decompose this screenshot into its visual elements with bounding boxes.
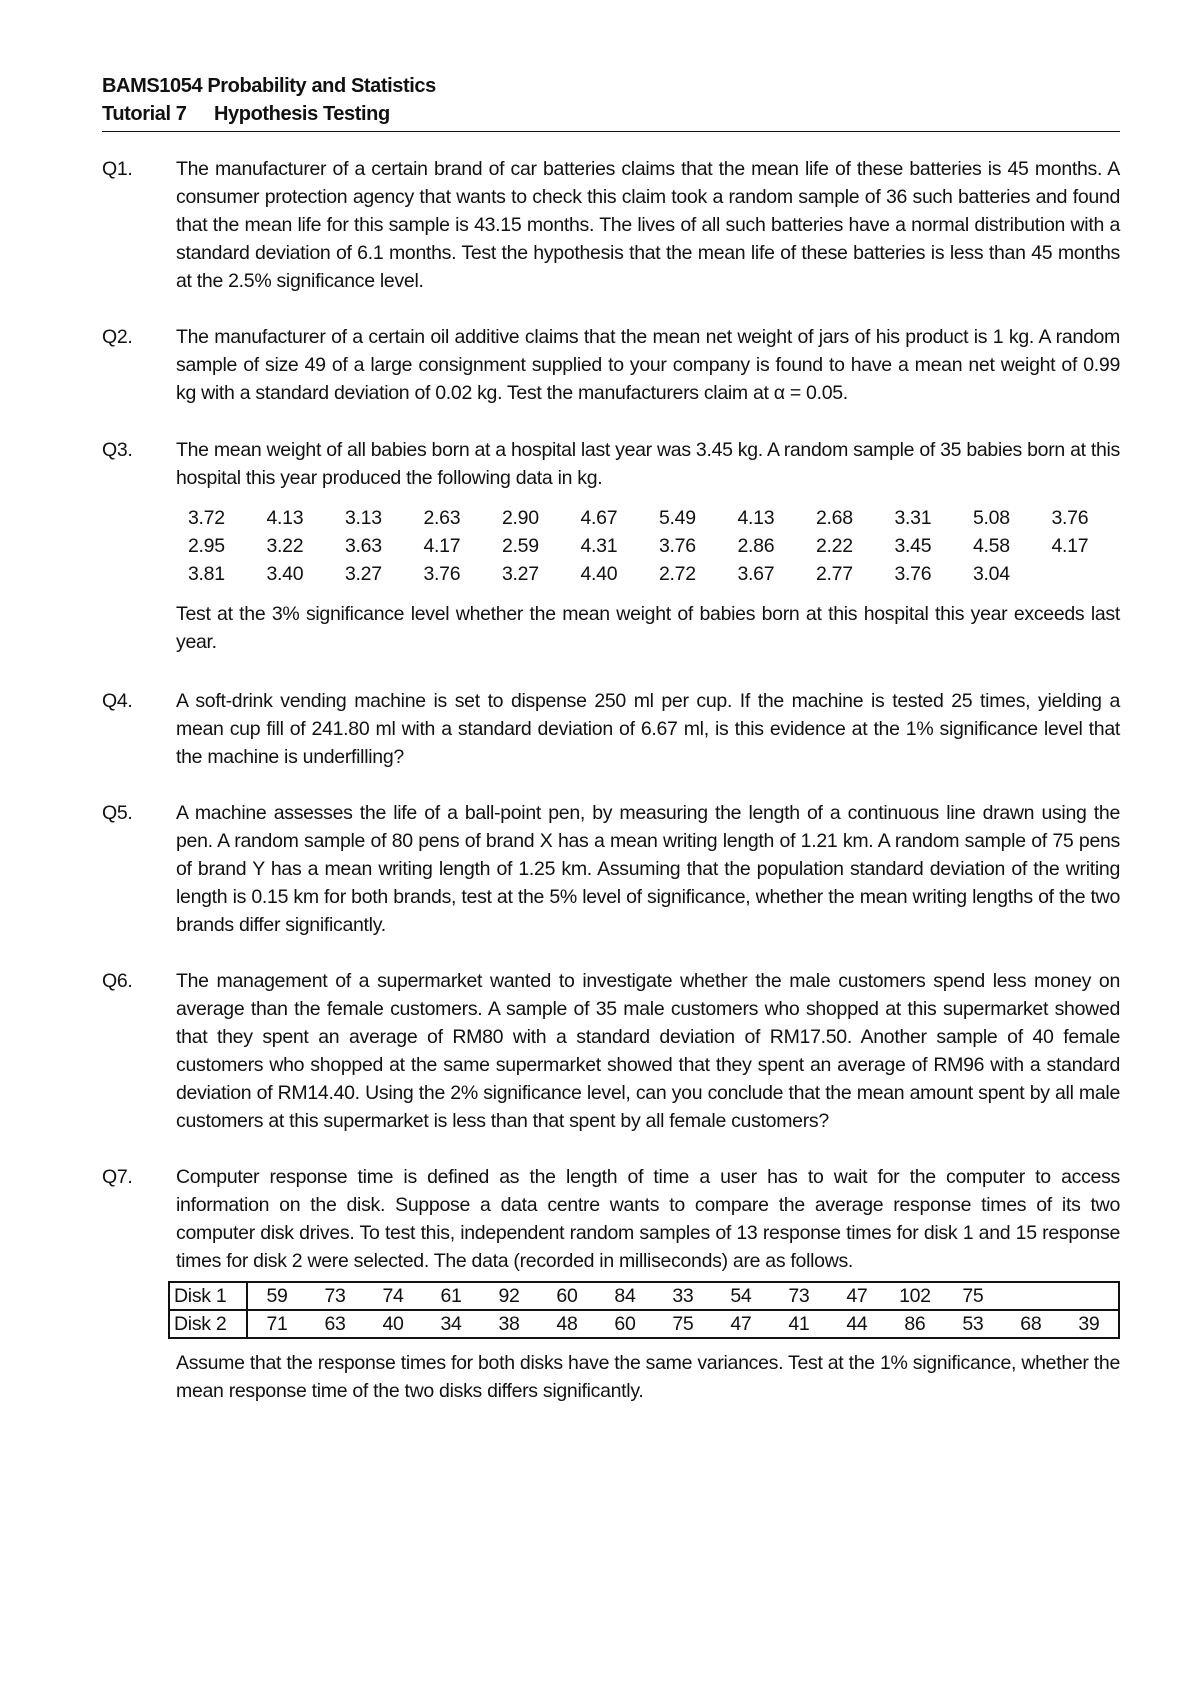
question-text: A soft-drink vending machine is set to dispense 250 ml per cup. If the machine is tested 25 times, yielding a mean cup fill of 241.80 ml with a standard deviation of 6.67 ml, is this evidence at the 1% significance level that the machine is underfilling?	[176, 690, 1120, 768]
data-value: 4.17	[1051, 535, 1089, 557]
table-cell: 60	[556, 1285, 578, 1307]
data-value: 3.31	[894, 507, 932, 529]
data-value: 3.27	[502, 563, 539, 585]
table-cell: 44	[828, 1310, 886, 1338]
data-value: 3.63	[345, 535, 382, 557]
table-cell: 68	[1002, 1310, 1060, 1338]
data-value: 4.31	[580, 535, 618, 557]
data-value: 2.59	[502, 535, 539, 557]
table-cell: 63	[306, 1310, 364, 1338]
data-value: 3.22	[266, 535, 304, 557]
data-value: 4.58	[973, 535, 1010, 557]
table-cell	[1060, 1282, 1119, 1310]
question-text: The manufacturer of a certain brand of car batteries claims that the mean life of these batteries is 45 months. A consumer protection agency that wants to check this claim took a random sample of 36 such batteries and found that the mean life for this sample is 43.15 months. The lives of all such batteries have a normal distribution with a standard deviation of 6.1 months. Test the hypothesis that the mean life of these batteries is less than 45 months at the 2.5% significance level.	[176, 158, 1120, 292]
data-value: 2.86	[737, 535, 775, 557]
data-value: 4.13	[737, 507, 775, 529]
table-cell: 86	[886, 1310, 944, 1338]
table-cell: 61	[440, 1285, 462, 1307]
table-cell: 60	[596, 1310, 654, 1338]
question-text: The mean weight of all babies born at a hospital last year was 3.45 kg. A random sample of 35 babies born at this hospital this year produced the following data in kg.	[176, 439, 1120, 489]
question-number: Q2.	[102, 326, 133, 348]
table-cell: 59	[266, 1285, 288, 1307]
row-label: Disk 1	[169, 1282, 247, 1310]
data-value: 4.13	[266, 507, 304, 529]
data-value: 5.49	[659, 507, 696, 529]
table-cell	[1002, 1282, 1060, 1310]
data-value: 3.76	[894, 563, 932, 585]
table-cell: 74	[382, 1285, 404, 1307]
question-number: Q7.	[102, 1166, 133, 1188]
data-value: 3.13	[345, 507, 382, 529]
question-text: The management of a supermarket wanted to investigate whether the male customers spend less money on average than the female customers. A sample of 35 male customers who shopped at this supermarket showed that they spent an average of RM80 with a standard deviation of RM17.50. Another sample of 40 female customers who shopped at the same supermarket showed that they spent an average of RM96 with a standard deviation of RM14.40. Using the 2% significance level, can you conclude that the mean amount spent by all male customers at this supermarket is less than that spent by all female customers?	[176, 970, 1120, 1132]
table-cell: 75	[962, 1285, 984, 1307]
tutorial-title: Hypothesis Testing	[214, 103, 390, 125]
question-number: Q5.	[102, 802, 133, 824]
question-number: Q6.	[102, 970, 133, 992]
table-cell: 73	[788, 1285, 810, 1307]
table-row	[169, 1310, 1119, 1338]
data-value: 3.76	[423, 563, 461, 585]
data-value: 3.27	[345, 563, 382, 585]
question-text-after: Test at the 3% significance level whether the mean weight of babies born at this hospital this year exceeds last year.	[176, 603, 1120, 653]
tutorial-number: Tutorial 7	[102, 103, 187, 125]
course-title: BAMS1054 Probability and Statistics	[102, 75, 436, 97]
data-value: 4.17	[423, 535, 461, 557]
question-text: A machine assesses the life of a ball-point pen, by measuring the length of a continuous line drawn using the pen. A random sample of 80 pens of brand X has a mean writing length of 1.21 km. A random sample of 75 pens of brand Y has a mean writing length of 1.25 km. Assuming that the population standard deviation of the writing length is 0.15 km for both brands, test at the 5% level of significance, whether the mean writing lengths of the two brands differ significantly.	[176, 802, 1120, 936]
table-cell: 73	[324, 1285, 346, 1307]
question-number: Q4.	[102, 690, 133, 712]
data-value: 2.68	[816, 507, 853, 529]
data-value: 2.95	[188, 535, 225, 557]
table-cell: 47	[712, 1310, 770, 1338]
data-value: 3.76	[659, 535, 696, 557]
question-number: Q1.	[102, 158, 133, 180]
table-cell: 41	[770, 1310, 828, 1338]
table-cell: 92	[498, 1285, 520, 1307]
table-cell: 33	[672, 1285, 694, 1307]
data-value: 3.72	[188, 507, 225, 529]
data-value: 3.67	[737, 563, 775, 585]
row-label: Disk 2	[169, 1310, 247, 1338]
question-text: Computer response time is defined as the length of time a user has to wait for the computer to access information on the disk. Suppose a data centre wants to compare the average response times of its two computer disk drives. To test this, independent random samples of 13 response times for disk 1 and 15 response times for disk 2 were selected. The data (recorded in milliseconds) are as follows.	[176, 1166, 1120, 1272]
table-cell: 34	[422, 1310, 480, 1338]
table-cell: 47	[846, 1285, 868, 1307]
table-cell: 84	[614, 1285, 636, 1307]
table-cell: 102	[899, 1285, 931, 1307]
data-value: 4.67	[580, 507, 618, 529]
tutorial-heading	[102, 100, 1120, 128]
data-value: 2.72	[659, 563, 696, 585]
data-value: 2.77	[816, 563, 853, 585]
data-value: 3.40	[266, 563, 304, 585]
table-cell: 40	[364, 1310, 422, 1338]
table-cell: 39	[1060, 1310, 1119, 1338]
data-value: 2.22	[816, 535, 853, 557]
data-value: 3.76	[1051, 507, 1089, 529]
data-value: 3.81	[188, 563, 225, 585]
page-header	[102, 72, 1120, 132]
table-cell: 75	[654, 1310, 712, 1338]
data-value: 5.08	[973, 507, 1010, 529]
table-cell: 53	[944, 1310, 1002, 1338]
table-cell: 48	[538, 1310, 596, 1338]
data-value: 2.63	[423, 507, 461, 529]
table-cell: 54	[730, 1285, 752, 1307]
data-value: 3.04	[973, 563, 1010, 585]
question-text-after: Assume that the response times for both disks have the same variances. Test at the 1% significance, whether the mean response time of the two disks differs significantly.	[176, 1352, 1120, 1402]
baby-weight-data	[188, 504, 1120, 588]
table-cell: 71	[247, 1310, 306, 1338]
disk-response-table	[168, 1281, 1120, 1339]
question-text: The manufacturer of a certain oil additive claims that the mean net weight of jars of his product is 1 kg. A random sample of size 49 of a large consignment supplied to your company is found to have a mean net weight of 0.99 kg with a standard deviation of 0.02 kg. Test the manufacturers claim at α = 0.05.	[176, 326, 1120, 404]
table-cell: 38	[480, 1310, 538, 1338]
data-value: 3.45	[894, 535, 932, 557]
table-row	[169, 1282, 1119, 1310]
question-number: Q3.	[102, 439, 133, 461]
data-value: 2.90	[502, 507, 539, 529]
data-value: 4.40	[580, 563, 618, 585]
